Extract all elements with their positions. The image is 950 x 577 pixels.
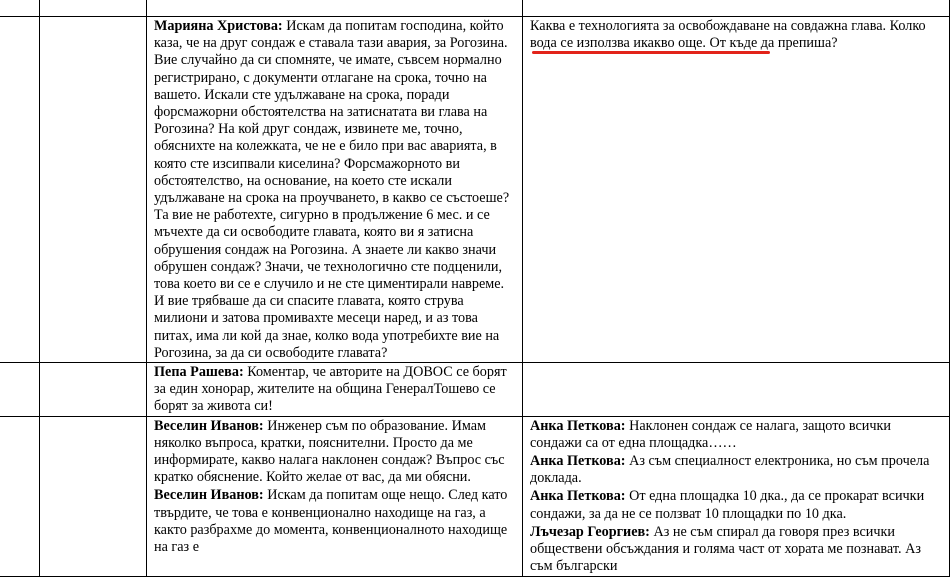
answer-text	[523, 17, 949, 52]
answer-body: От една площадка 10 дка., да се прокарат всички сондажи, за да не се ползват 10 площадки по 10 дка.	[530, 488, 925, 522]
question-body: Искам да попитам господина, който каза, че на друг сондаж е ставала тази авария, за Рогозина. Вие случайно да си спомняте, че имате, съвсем нормално регистрирано, с документи отлагане на срока, точно на вашето. Искали сте удължаване на срока, поради форсмажорни обстоятелства на затиснатата ви глава на Рогозина? На кой друг сондаж, извинете ме, точно, обяснихте на колежката, че не е било при вас аварията, в която сте изсипвали киселина? Форсмажорното ви обстоятелство, на основание, на което сте искали удължаване на срока на проучването, в какво се състоеше? Та вие не работехте, сигурно в продължение 6 мес. и се мъчехте да си освободите главата, която ви я затисна обрушения сондаж на Рогозина. А знаете ли какво значи обрушен сондаж? Значи, че технологично сте подценили, това което ви се е случило и не сте циментирали навреме. И вие трябваше да си спасите главата, която струва милиони и затова промивахте месеци наред, и аз това питах, има ли кой да знае, колко вода употребихте вие на Рогозина, за да си освободите главата?	[154, 18, 510, 361]
answer-body: Каква е технологията за освобождаване на совдажна глава. Колко вода се използва икакво още. От къде да препиша?	[530, 18, 926, 52]
comment-cell	[147, 363, 523, 417]
speaker-name: Марияна Христова:	[154, 18, 283, 34]
question-cell	[147, 416, 523, 576]
table-cell	[40, 17, 147, 363]
table-cell	[0, 363, 40, 417]
table-row	[0, 0, 950, 17]
speaker-name: Веселин Иванов:	[154, 417, 264, 434]
question-text	[147, 486, 522, 556]
question-body: Искам да попитам още нещо. След като твърдите, че това е конвенционално находище на газ, а както разбрахме до момента, конвенционалното находище на газ е	[154, 487, 508, 556]
question-cell	[147, 17, 523, 363]
speaker-name: Анка Петкова:	[530, 453, 626, 470]
table-cell	[147, 0, 523, 17]
answer-body: Аз съм специалност електроника, но съм прочела доклада.	[530, 453, 930, 487]
table-cell	[0, 416, 40, 576]
speaker-name: Анка Петкова:	[530, 417, 626, 434]
red-underline-annotation	[532, 51, 770, 54]
speaker-name: Анка Петкова:	[530, 488, 626, 505]
answer-text	[523, 487, 949, 522]
question-body: Инженер съм по образование. Имам няколко въпроса, кратки, пояснителни. Просто да ме информирате, какво налага наклонен сондаж? Въпрос със кратко обяснение. Който желае от вас, да ми обясни.	[154, 417, 505, 486]
answer-text	[523, 523, 949, 576]
answer-cell	[523, 416, 950, 576]
table-row	[0, 17, 950, 363]
speaker-name: Лъчезар Георгиев:	[530, 523, 650, 540]
table-cell	[40, 0, 147, 17]
table-row	[0, 363, 950, 417]
table-cell	[523, 363, 950, 417]
table-cell	[0, 0, 40, 17]
comment-body: Коментар, че авторите на ДОВОС се борят за един хонорар, жителите на община ГенералТошево се борят за живота си!	[154, 364, 507, 415]
table-cell	[40, 416, 147, 576]
question-text	[147, 17, 522, 362]
answer-text	[523, 452, 949, 487]
table-row	[0, 416, 950, 576]
question-text	[147, 417, 522, 487]
comment-text	[147, 363, 522, 416]
answer-body: Наклонен сондаж се налага, защото всички сондажи са от една площадка……	[530, 417, 891, 451]
table-cell	[0, 17, 40, 363]
speaker-name: Пепа Рашева:	[154, 364, 244, 381]
table-cell	[523, 0, 950, 17]
answer-body: Аз не съм спирал да говоря през всички обществени обсъждания и голяма част от хората ме познават. Аз съм български	[530, 523, 921, 575]
answer-cell	[523, 17, 950, 363]
answer-text	[523, 417, 949, 452]
table-cell	[40, 363, 147, 417]
speaker-name: Веселин Иванов:	[154, 487, 264, 504]
